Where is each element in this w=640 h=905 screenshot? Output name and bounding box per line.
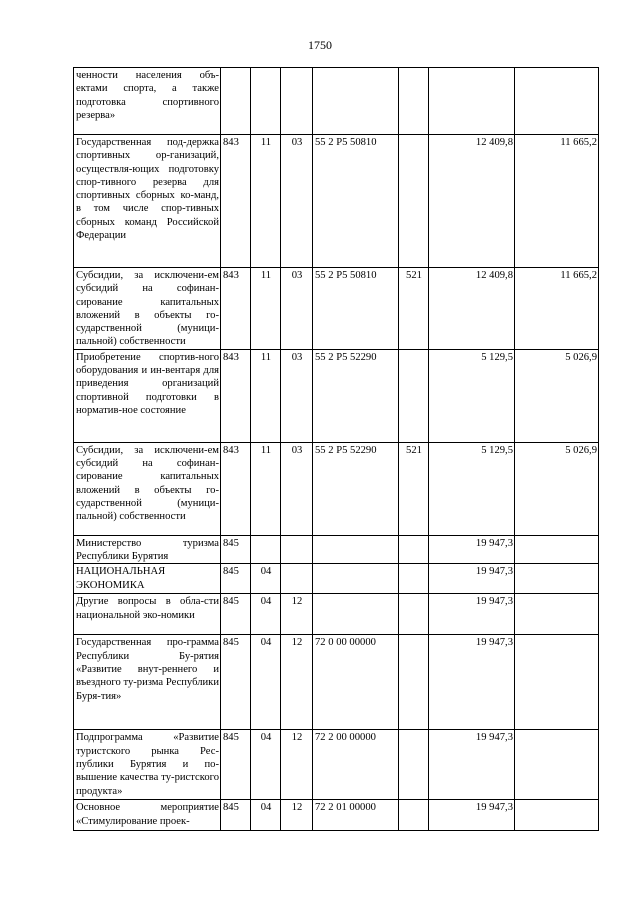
admin-code-cell: 845 bbox=[221, 635, 251, 730]
admin-code-cell bbox=[221, 68, 251, 135]
subsection-code-cell: 03 bbox=[281, 135, 313, 268]
subsection-code-cell: 12 bbox=[281, 594, 313, 635]
target-article-cell bbox=[313, 535, 399, 564]
amount-year1-cell: 19 947,3 bbox=[429, 635, 515, 730]
subsection-code-cell: 12 bbox=[281, 635, 313, 730]
section-code-cell: 11 bbox=[251, 135, 281, 268]
section-code-cell: 04 bbox=[251, 564, 281, 594]
table-row bbox=[74, 68, 599, 135]
section-code-cell: 04 bbox=[251, 635, 281, 730]
amount-year2-cell bbox=[515, 535, 599, 564]
amount-year2-cell: 5 026,9 bbox=[515, 442, 599, 535]
expense-type-cell: 521 bbox=[399, 268, 429, 350]
expense-type-cell bbox=[399, 635, 429, 730]
target-article-cell: 72 2 00 00000 bbox=[313, 730, 399, 800]
table-row bbox=[74, 564, 599, 594]
amount-year2-cell bbox=[515, 730, 599, 800]
target-article-cell: 55 2 P5 50810 bbox=[313, 268, 399, 350]
amount-year1-cell: 12 409,8 bbox=[429, 268, 515, 350]
expense-type-cell: 521 bbox=[399, 442, 429, 535]
row-name-cell: ченности населения объ-ектами спорта, а также подготовка спортивного резерва» bbox=[74, 68, 221, 135]
row-name-cell: Подпрограмма «Развитие туристского рынка Рес-публики Бурятия и по-вышение качества ту-ристского продукта» bbox=[74, 730, 221, 800]
admin-code-cell: 845 bbox=[221, 594, 251, 635]
subsection-code-cell: 12 bbox=[281, 730, 313, 800]
amount-year2-cell: 5 026,9 bbox=[515, 349, 599, 442]
target-article-cell bbox=[313, 564, 399, 594]
amount-year1-cell: 5 129,5 bbox=[429, 349, 515, 442]
amount-year1-cell: 19 947,3 bbox=[429, 535, 515, 564]
amount-year2-cell bbox=[515, 594, 599, 635]
section-code-cell: 04 bbox=[251, 594, 281, 635]
amount-year2-cell bbox=[515, 635, 599, 730]
row-name-cell: Субсидии, за исключени-ем субсидий на софинан-сирование капитальных вложений в объекты го-сударственной (муници-пальной) собственности bbox=[74, 442, 221, 535]
subsection-code-cell: 12 bbox=[281, 800, 313, 831]
row-name-cell: НАЦИОНАЛЬНАЯ ЭКОНОМИКА bbox=[74, 564, 221, 594]
section-code-cell bbox=[251, 68, 281, 135]
subsection-code-cell: 03 bbox=[281, 442, 313, 535]
table-row bbox=[74, 535, 599, 564]
admin-code-cell: 843 bbox=[221, 135, 251, 268]
admin-code-cell: 843 bbox=[221, 442, 251, 535]
amount-year2-cell bbox=[515, 564, 599, 594]
section-code-cell: 04 bbox=[251, 800, 281, 831]
amount-year1-cell: 19 947,3 bbox=[429, 594, 515, 635]
table-row bbox=[74, 635, 599, 730]
section-code-cell: 11 bbox=[251, 442, 281, 535]
expense-type-cell bbox=[399, 730, 429, 800]
row-name-cell: Субсидии, за исключени-ем субсидий на софинан-сирование капитальных вложений в объекты го-сударственной (муници-пальной) собственности bbox=[74, 268, 221, 350]
expense-type-cell bbox=[399, 135, 429, 268]
section-code-cell: 11 bbox=[251, 268, 281, 350]
table-row bbox=[74, 594, 599, 635]
amount-year1-cell: 5 129,5 bbox=[429, 442, 515, 535]
expense-type-cell bbox=[399, 800, 429, 831]
row-name-cell: Приобретение спортив-ного оборудования и ин-вентаря для приведения организаций спортивной подготовки в норматив-ное состояние bbox=[74, 349, 221, 442]
expense-type-cell bbox=[399, 349, 429, 442]
section-code-cell: 11 bbox=[251, 349, 281, 442]
section-code-cell: 04 bbox=[251, 730, 281, 800]
row-name-cell: Другие вопросы в обла-сти национальной эко-номики bbox=[74, 594, 221, 635]
amount-year2-cell: 11 665,2 bbox=[515, 135, 599, 268]
table-row bbox=[74, 349, 599, 442]
amount-year1-cell: 19 947,3 bbox=[429, 800, 515, 831]
amount-year2-cell: 11 665,2 bbox=[515, 268, 599, 350]
expense-type-cell bbox=[399, 535, 429, 564]
target-article-cell: 55 2 P5 52290 bbox=[313, 442, 399, 535]
row-name-cell: Государственная под-держка спортивных ор-ганизаций, осуществля-ющих подготовку спор-тивного резерва для спортивных сборных ко-манд, в том числе спор-тивных сборных команд Российской Федерации bbox=[74, 135, 221, 268]
amount-year1-cell bbox=[429, 68, 515, 135]
amount-year2-cell bbox=[515, 800, 599, 831]
page-number: 1750 bbox=[308, 38, 332, 52]
target-article-cell bbox=[313, 594, 399, 635]
table-row bbox=[74, 800, 599, 831]
row-name-cell: Государственная про-грамма Республики Бу-рятия «Развитие внут-реннего и въездного ту-ризма Республики Буря-тия» bbox=[74, 635, 221, 730]
table-row bbox=[74, 135, 599, 268]
admin-code-cell: 845 bbox=[221, 800, 251, 831]
table-row bbox=[74, 442, 599, 535]
table-row bbox=[74, 268, 599, 350]
admin-code-cell: 845 bbox=[221, 535, 251, 564]
expense-type-cell bbox=[399, 594, 429, 635]
target-article-cell: 72 0 00 00000 bbox=[313, 635, 399, 730]
admin-code-cell: 843 bbox=[221, 349, 251, 442]
amount-year2-cell bbox=[515, 68, 599, 135]
budget-table bbox=[73, 67, 599, 831]
target-article-cell: 55 2 P5 50810 bbox=[313, 135, 399, 268]
row-name-cell: Министерство туризма Республики Бурятия bbox=[74, 535, 221, 564]
target-article-cell bbox=[313, 68, 399, 135]
expense-type-cell bbox=[399, 68, 429, 135]
amount-year1-cell: 19 947,3 bbox=[429, 730, 515, 800]
table-row bbox=[74, 730, 599, 800]
admin-code-cell: 843 bbox=[221, 268, 251, 350]
subsection-code-cell bbox=[281, 535, 313, 564]
expense-type-cell bbox=[399, 564, 429, 594]
admin-code-cell: 845 bbox=[221, 564, 251, 594]
target-article-cell: 55 2 P5 52290 bbox=[313, 349, 399, 442]
target-article-cell: 72 2 01 00000 bbox=[313, 800, 399, 831]
amount-year1-cell: 19 947,3 bbox=[429, 564, 515, 594]
amount-year1-cell: 12 409,8 bbox=[429, 135, 515, 268]
subsection-code-cell bbox=[281, 564, 313, 594]
section-code-cell bbox=[251, 535, 281, 564]
subsection-code-cell: 03 bbox=[281, 349, 313, 442]
admin-code-cell: 845 bbox=[221, 730, 251, 800]
subsection-code-cell: 03 bbox=[281, 268, 313, 350]
row-name-cell: Основное мероприятие «Стимулирование проек- bbox=[74, 800, 221, 831]
subsection-code-cell bbox=[281, 68, 313, 135]
